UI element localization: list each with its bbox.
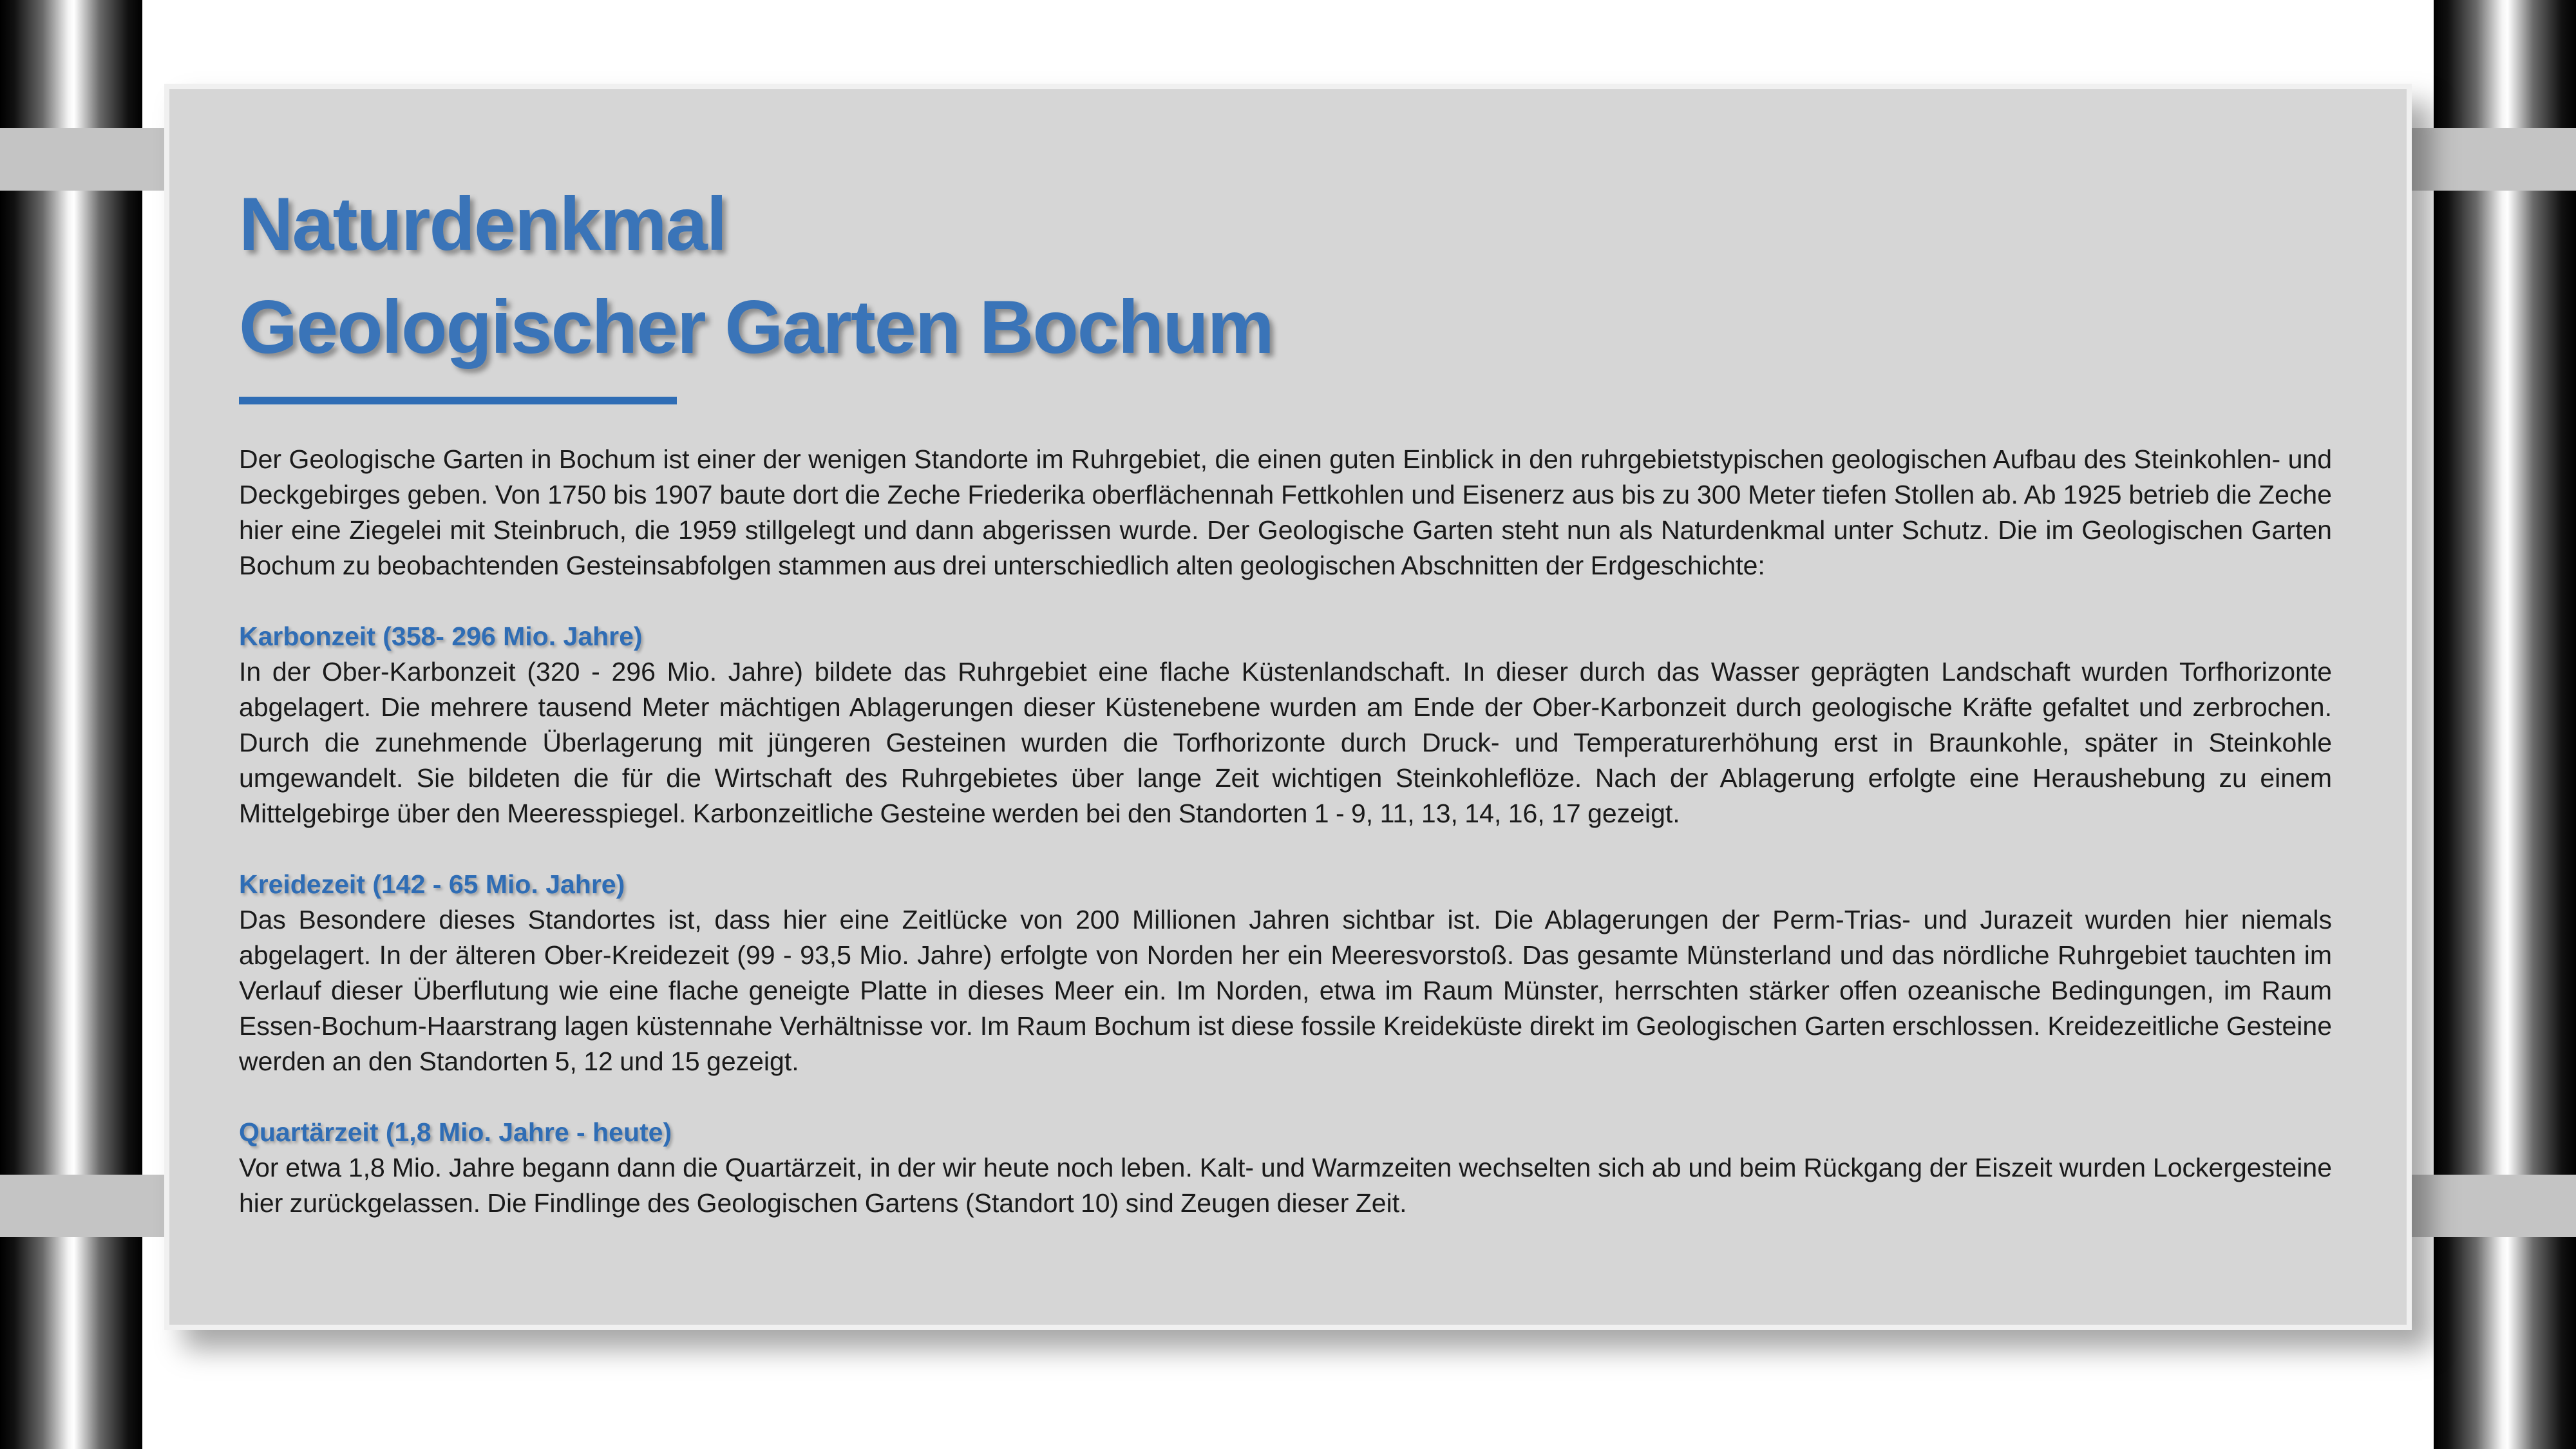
right-top-bracket <box>2412 128 2576 191</box>
section-heading-quartaer: Quartärzeit (1,8 Mio. Jahre - heute) <box>239 1117 672 1147</box>
left-top-bracket <box>0 128 164 191</box>
sign-title <box>239 173 2332 379</box>
section-text-karbon: In der Ober-Karbonzeit (320 - 296 Mio. Jahre) bildete das Ruhrgebiet eine flache Küstenlandschaft. In dieser durch das Wasser geprägten Landschaft wurden Torfhorizonte abgelagert. Die mehrere tausend Meter mächtigen Ablagerungen dieser Küstenebene wurden am Ende der Ober-Karbonzeit durch geologische Kräfte gefaltet und zerbrochen. Durch die zunehmende Überlagerung mit jüngeren Gesteinen wurden die Torfhorizonte durch Druck- und Temperaturerhöhung erst in Braunkohle, später in Steinkohle umgewandelt. Sie bildeten die für die Wirtschaft des Ruhrgebietes über lange Zeit wichtigen Steinkohleflöze. Nach der Ablagerung erfolgte eine Heraushebung zu einem Mittelgebirge über den Meeresspiegel. Karbonzeitliche Gesteine werden bei den Standorten 1 - 9, 11, 13, 14, 16, 17 gezeigt. <box>239 657 2332 828</box>
title-line-2: Geologischer Garten Bochum <box>239 285 1273 369</box>
sign-content <box>239 173 2332 1221</box>
left-bottom-bracket <box>0 1175 164 1237</box>
section-heading-karbon: Karbonzeit (358- 296 Mio. Jahre) <box>239 621 643 651</box>
title-line-1: Naturdenkmal <box>239 182 726 266</box>
title-underline <box>239 397 677 404</box>
info-sign-panel <box>164 84 2412 1330</box>
section-text-kreide: Das Besondere dieses Standortes ist, dass hier eine Zeitlücke von 200 Millionen Jahren sichtbar ist. Die Ablagerungen der Perm-Trias- und Jurazeit wurden hier niemals abgelagert. In der älteren Ober-Kreidezeit (99 - 93,5 Mio. Jahre) erfolgte von Norden her ein Meeresvorstoß. Das gesamte Münsterland und das nördliche Ruhrgebiet tauchten im Verlauf dieser Überflutung wie eine flache geneigte Platte in dieses Meer ein. Im Norden, etwa im Raum Münster, herrschten stärker offen ozeanische Bedingungen, im Raum Essen-Bochum-Haarstrang lagen küstennahe Verhältnisse vor. Im Raum Bochum ist diese fossile Kreideküste direkt im Geologischen Garten erschlossen. Kreidezeitliche Gesteine werden an den Standorten 5, 12 und 15 gezeigt. <box>239 905 2332 1076</box>
intro-paragraph: Der Geologische Garten in Bochum ist einer der wenigen Standorte im Ruhrgebiet, die einen guten Einblick in den ruhrgebietstypischen geologischen Aufbau des Steinkohlen- und Deckgebirges geben. Von 1750 bis 1907 baute dort die Zeche Friederika oberflächennah Fettkohlen und Eisenerz aus bis zu 300 Meter tiefen Stollen ab. Ab 1925 betrieb die Zeche hier eine Ziegelei mit Steinbruch, die 1959 stillgelegt und dann abgerissen wurde. Der Geologische Garten steht nun als Naturdenkmal unter Schutz. Die im Geologischen Garten Bochum zu beobachtenden Gesteinsabfolgen stammen aus drei unterschiedlich alten geologischen Abschnitten der Erdgeschichte: <box>239 444 2332 580</box>
right-bottom-bracket <box>2412 1175 2576 1237</box>
section-heading-kreide: Kreidezeit (142 - 65 Mio. Jahre) <box>239 869 625 899</box>
section-text-quartaer: Vor etwa 1,8 Mio. Jahre begann dann die Quartärzeit, in der wir heute noch leben. Kalt- und Warmzeiten wechselten sich ab und beim Rückgang der Eiszeit wurden Lockergesteine hier zurückgelassen. Die Findlinge des Geologischen Gartens (Standort 10) sind Zeugen dieser Zeit. <box>239 1153 2332 1218</box>
